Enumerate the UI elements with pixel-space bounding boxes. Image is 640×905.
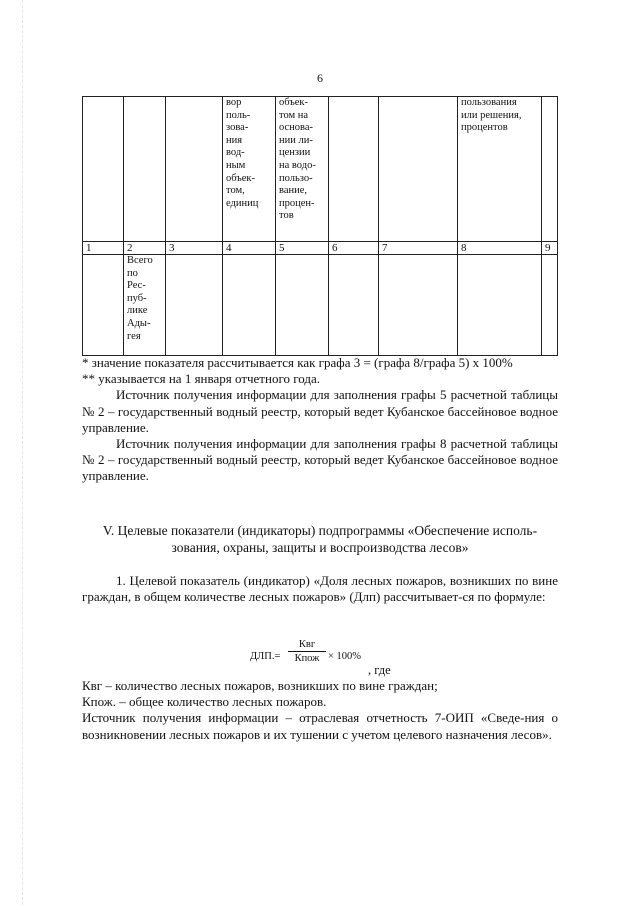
section-title: V. Целевые показатели (индикаторы) подпрограммы «Обеспечение исполь-зования, охраны, защиты и воспроизводства лесов» bbox=[102, 523, 538, 555]
table-cell bbox=[276, 255, 329, 356]
formula-denominator: Кпож bbox=[294, 653, 320, 664]
formula-lhs: ДЛП.= bbox=[250, 651, 281, 662]
table-cell bbox=[458, 255, 542, 356]
table-cell bbox=[223, 255, 276, 356]
scan-edge-line bbox=[22, 0, 23, 905]
source-note-col8: Источник получения информации для заполнения графы 8 расчетной таблицы № 2 – государственный водный реестр, который ведет Кубанское бассейновое водное управление. bbox=[82, 436, 558, 484]
footnote-2: ** указывается на 1 января отчетного года. bbox=[82, 371, 320, 387]
table-cell bbox=[542, 97, 558, 242]
definition-kvg: Квг – количество лесных пожаров, возникших по вине граждан; bbox=[82, 678, 438, 693]
formula-definitions bbox=[82, 678, 558, 743]
table-cell bbox=[379, 255, 458, 356]
formula-numerator: Квг bbox=[288, 638, 326, 652]
table-cell bbox=[379, 97, 458, 242]
table-cell bbox=[83, 255, 124, 356]
table-notes bbox=[82, 355, 558, 485]
table-cell-col8-header: пользования или решения, процентов bbox=[458, 97, 542, 242]
column-number: 4 bbox=[223, 242, 276, 255]
formula-multiplier: × 100% bbox=[328, 651, 362, 662]
table-cell bbox=[329, 97, 379, 242]
table-cell bbox=[124, 97, 166, 242]
column-number: 2 bbox=[124, 242, 166, 255]
information-source: Источник получения информации – отраслевая отчетность 7-ОИП «Сведе-ния о возникновении лесных пожаров и их тушении с учетом целевого назначения лесов». bbox=[82, 710, 558, 742]
table-row bbox=[83, 97, 558, 242]
table-cell-total-label: Всего по Рес- пуб- лике Ады- гея bbox=[124, 255, 166, 356]
table-cell bbox=[542, 255, 558, 356]
column-number: 7 bbox=[379, 242, 458, 255]
table-column-numbers-row bbox=[83, 242, 558, 255]
formula-fraction bbox=[288, 638, 326, 665]
column-number: 9 bbox=[542, 242, 558, 255]
calculation-table-continuation bbox=[82, 96, 558, 356]
table-cell bbox=[329, 255, 379, 356]
table-total-row bbox=[83, 255, 558, 356]
column-number: 8 bbox=[458, 242, 542, 255]
column-number: 3 bbox=[166, 242, 223, 255]
table-cell bbox=[166, 255, 223, 356]
page-number: 6 bbox=[317, 71, 323, 85]
definition-kpozh: Кпож. – общее количество лесных пожаров. bbox=[82, 694, 327, 710]
source-note-col5: Источник получения информации для заполнения графы 5 расчетной таблицы № 2 – государственный водный реестр, который ведет Кубанское бассейновое водное управление. bbox=[82, 387, 558, 435]
indicator-text: 1. Целевой показатель (индикатор) «Доля лесных пожаров, возникших по вине граждан, в общем количестве лесных пожаров» (Длп) рассчитывает-ся по формуле: bbox=[82, 573, 558, 605]
table-cell-col5-header: объек- том на основа- нии ли- цензии на водо- пользо- вание, процен- тов bbox=[276, 97, 329, 242]
column-number: 6 bbox=[329, 242, 379, 255]
table-cell bbox=[83, 97, 124, 242]
table-cell bbox=[166, 97, 223, 242]
formula-suffix: , где bbox=[368, 663, 391, 677]
indicator-paragraph bbox=[82, 573, 558, 605]
column-number: 1 bbox=[83, 242, 124, 255]
column-number: 5 bbox=[276, 242, 329, 255]
footnote-1: * значение показателя рассчитывается как графа 3 = (графа 8/графа 5) x 100% bbox=[82, 355, 513, 370]
table-cell-col4-header: вор поль- зова- ния вод- ным объек- том, единиц bbox=[223, 97, 276, 242]
